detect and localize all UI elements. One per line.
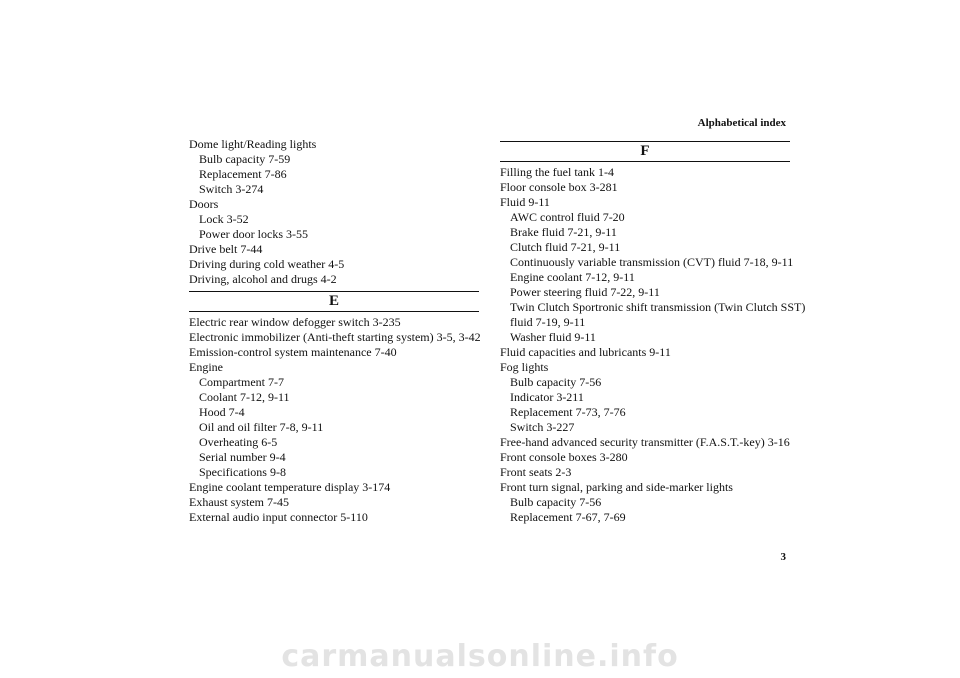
watermark: carmanualsonline.info [281,639,679,674]
index-entry: Driving during cold weather 4-5 [189,257,345,271]
index-entry: Engine coolant temperature display 3-174 [189,480,391,494]
index-entry: Fluid 9-11 [500,195,550,209]
index-subentry: Oil and oil filter 7-8, 9-11 [199,420,324,434]
index-entry: Drive belt 7-44 [189,242,263,256]
section-rule-bottom [500,161,790,162]
index-entry: Dome light/Reading lights [189,137,317,151]
index-subentry: Engine coolant 7-12, 9-11 [510,270,635,284]
index-subentry: Overheating 6-5 [199,435,278,449]
index-entry: Free-hand advanced security transmitter (F.A.S.T.-key) 3-16 [500,435,790,449]
index-subentry: Replacement 7-73, 7-76 [510,405,626,419]
index-subentry: Brake fluid 7-21, 9-11 [510,225,617,239]
section-f-heading [500,141,790,162]
index-entry: Electric rear window defogger switch 3-235 [189,315,401,329]
index-subentry: Lock 3-52 [199,212,249,226]
index-subentry: AWC control fluid 7-20 [510,210,625,224]
section-letter-f: F [640,143,650,159]
section-rule-bottom [189,311,479,312]
index-subentry: Coolant 7-12, 9-11 [199,390,290,404]
index-subentry: Twin Clutch Sportronic shift transmission (Twin Clutch SST) [510,300,806,314]
index-entry: External audio input connector 5-110 [189,510,368,524]
index-entry: Fog lights [500,360,549,374]
index-subentry: Replacement 7-67, 7-69 [510,510,626,524]
index-subentry: Replacement 7-86 [199,167,287,181]
index-entry: Electronic immobilizer (Anti-theft starting system) 3-5, 3-42 [189,330,481,344]
index-subentry: fluid 7-19, 9-11 [510,315,586,329]
index-entry: Doors [189,197,219,211]
index-subentry: Hood 7-4 [199,405,245,419]
index-subentry: Washer fluid 9-11 [510,330,596,344]
page-number: 3 [780,551,786,563]
index-subentry: Power steering fluid 7-22, 9-11 [510,285,660,299]
index-entry: Fluid capacities and lubricants 9-11 [500,345,671,359]
index-subentry: Specifications 9-8 [199,465,286,479]
index-subentry: Power door locks 3-55 [199,227,308,241]
index-column-right [500,137,806,525]
index-subentry: Clutch fluid 7-21, 9-11 [510,240,621,254]
index-subentry: Continuously variable transmission (CVT) fluid 7-18, 9-11 [510,255,794,269]
page-header-title: Alphabetical index [697,117,786,129]
index-entry: Filling the fuel tank 1-4 [500,165,614,179]
index-entry: Front turn signal, parking and side-marker lights [500,480,733,494]
index-subentry: Switch 3-227 [510,420,575,434]
index-entry: Engine [189,360,223,374]
index-list-f [500,165,806,525]
index-subentry: Bulb capacity 7-59 [199,152,291,166]
index-entry: Front console boxes 3-280 [500,450,628,464]
index-subentry: Compartment 7-7 [199,375,284,389]
index-subentry: Bulb capacity 7-56 [510,495,602,509]
index-entry: Emission-control system maintenance 7-40 [189,345,397,359]
section-e-heading [189,291,479,312]
index-list-d [189,137,479,287]
index-entry: Driving, alcohol and drugs 4-2 [189,272,337,286]
index-entry: Floor console box 3-281 [500,180,618,194]
index-entry: Exhaust system 7-45 [189,495,289,509]
index-subentry: Serial number 9-4 [199,450,286,464]
index-column-left [189,137,479,525]
section-letter-e: E [328,293,339,309]
index-entry: Front seats 2-3 [500,465,572,479]
index-subentry: Indicator 3-211 [510,390,584,404]
index-subentry: Bulb capacity 7-56 [510,375,602,389]
index-subentry: Switch 3-274 [199,182,264,196]
index-list-e [189,315,479,525]
